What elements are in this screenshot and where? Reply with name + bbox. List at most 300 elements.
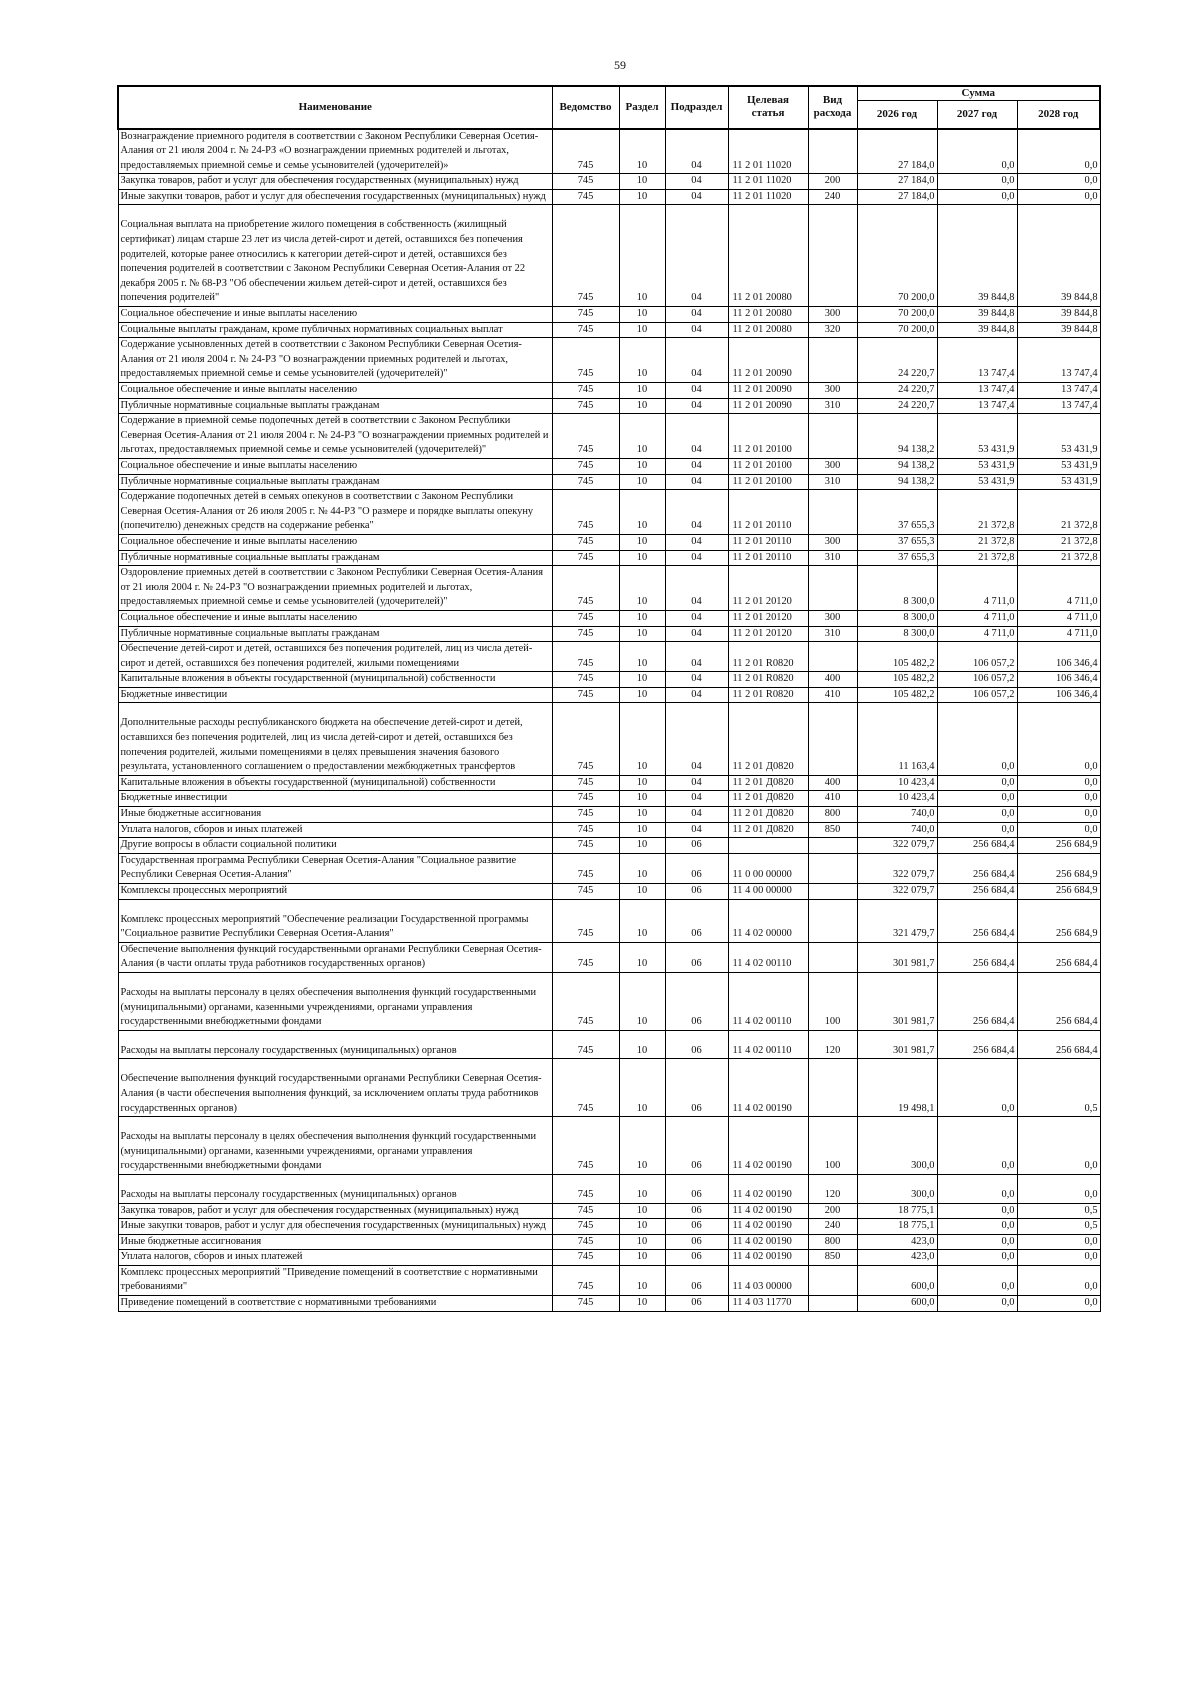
- cell-target: 11 2 01 Д0820: [728, 791, 808, 807]
- cell-sum-2027: 0,0: [937, 1203, 1017, 1219]
- cell-vedomstvo: 745: [552, 1117, 619, 1175]
- cell-podrazdel: 04: [665, 672, 728, 688]
- table-row: [118, 610, 1100, 626]
- cell-sum-2028: 4 711,0: [1017, 626, 1100, 642]
- cell-vid: 240: [808, 189, 857, 205]
- cell-sum-2027: 39 844,8: [937, 205, 1017, 307]
- cell-sum-2028: 256 684,4: [1017, 942, 1100, 972]
- cell-vid: [808, 642, 857, 672]
- cell-sum-2027: 13 747,4: [937, 383, 1017, 399]
- cell-sum-2026: 19 498,1: [857, 1059, 937, 1117]
- cell-podrazdel: 06: [665, 1117, 728, 1175]
- cell-podrazdel: 06: [665, 1174, 728, 1203]
- cell-sum-2026: 10 423,4: [857, 775, 937, 791]
- cell-vedomstvo: 745: [552, 775, 619, 791]
- cell-target: 11 4 03 11770: [728, 1296, 808, 1312]
- cell-vedomstvo: 745: [552, 1030, 619, 1059]
- cell-name: Бюджетные инвестиции: [118, 791, 552, 807]
- cell-sum-2028: 39 844,8: [1017, 205, 1100, 307]
- cell-podrazdel: 04: [665, 174, 728, 190]
- cell-vid: 300: [808, 383, 857, 399]
- cell-sum-2028: 0,0: [1017, 1234, 1100, 1250]
- cell-sum-2026: 105 482,2: [857, 642, 937, 672]
- cell-sum-2028: 106 346,4: [1017, 672, 1100, 688]
- cell-sum-2026: 27 184,0: [857, 174, 937, 190]
- cell-sum-2027: 0,0: [937, 1219, 1017, 1235]
- cell-sum-2027: 13 747,4: [937, 398, 1017, 414]
- cell-razdel: 10: [619, 490, 665, 535]
- cell-name: Капитальные вложения в объекты государственной (муниципальной) собственности: [118, 672, 552, 688]
- cell-sum-2027: 0,0: [937, 1234, 1017, 1250]
- cell-target: 11 2 01 Д0820: [728, 703, 808, 775]
- cell-sum-2027: 256 684,4: [937, 1030, 1017, 1059]
- cell-sum-2027: 53 431,9: [937, 458, 1017, 474]
- cell-name: Публичные нормативные социальные выплаты гражданам: [118, 550, 552, 566]
- cell-sum-2026: 322 079,7: [857, 853, 937, 883]
- cell-vid: [808, 414, 857, 459]
- cell-name: Приведение помещений в соответствие с нормативными требованиями: [118, 1296, 552, 1312]
- cell-target: 11 2 01 20100: [728, 474, 808, 490]
- cell-vid: [808, 838, 857, 854]
- cell-vid: 300: [808, 610, 857, 626]
- cell-vid: [808, 1059, 857, 1117]
- cell-vid: [808, 566, 857, 611]
- cell-vid: 410: [808, 791, 857, 807]
- cell-target: 11 4 02 00000: [728, 899, 808, 942]
- cell-vid: 200: [808, 174, 857, 190]
- cell-vedomstvo: 745: [552, 853, 619, 883]
- cell-vedomstvo: 745: [552, 1265, 619, 1295]
- cell-sum-2028: 256 684,9: [1017, 899, 1100, 942]
- cell-sum-2027: 0,0: [937, 1296, 1017, 1312]
- cell-razdel: 10: [619, 807, 665, 823]
- table-header: [118, 86, 1100, 129]
- table-row: [118, 775, 1100, 791]
- cell-name: Другие вопросы в области социальной политики: [118, 838, 552, 854]
- cell-name: Бюджетные инвестиции: [118, 687, 552, 703]
- cell-razdel: 10: [619, 1059, 665, 1117]
- cell-sum-2027: 0,0: [937, 1059, 1017, 1117]
- cell-podrazdel: 06: [665, 1059, 728, 1117]
- cell-podrazdel: 04: [665, 550, 728, 566]
- cell-razdel: 10: [619, 189, 665, 205]
- cell-name: Расходы на выплаты персоналу государственных (муниципальных) органов: [118, 1030, 552, 1059]
- cell-target: 11 2 01 R0820: [728, 642, 808, 672]
- cell-vid: [808, 853, 857, 883]
- cell-sum-2026: 70 200,0: [857, 322, 937, 338]
- cell-vid: 400: [808, 775, 857, 791]
- cell-sum-2027: 0,0: [937, 775, 1017, 791]
- cell-sum-2027: 0,0: [937, 807, 1017, 823]
- cell-sum-2028: 13 747,4: [1017, 338, 1100, 383]
- cell-target: 11 2 01 20100: [728, 458, 808, 474]
- cell-name: Комплексы процессных мероприятий: [118, 884, 552, 900]
- table-row: [118, 1250, 1100, 1266]
- header-vid: Вид расхода: [808, 86, 857, 129]
- cell-sum-2028: 0,0: [1017, 1265, 1100, 1295]
- cell-podrazdel: 04: [665, 775, 728, 791]
- cell-name: Иные бюджетные ассигнования: [118, 807, 552, 823]
- cell-razdel: 10: [619, 822, 665, 838]
- cell-vedomstvo: 745: [552, 791, 619, 807]
- table-row: [118, 338, 1100, 383]
- table-row: [118, 1174, 1100, 1203]
- cell-sum-2027: 4 711,0: [937, 626, 1017, 642]
- cell-razdel: 10: [619, 414, 665, 459]
- cell-name: Содержание в приемной семье подопечных детей в соответствии с Законом Республики Северная Осетия-Алания от 21 июля 2004 г. № 24-РЗ "О вознаграждении приемных родителей и льготах, предоставляемых приемной семье и семье усыновителей (удочерителей)": [118, 414, 552, 459]
- cell-podrazdel: 06: [665, 972, 728, 1030]
- cell-podrazdel: 04: [665, 205, 728, 307]
- cell-name: Публичные нормативные социальные выплаты гражданам: [118, 626, 552, 642]
- cell-vid: 310: [808, 398, 857, 414]
- cell-sum-2026: 301 981,7: [857, 1030, 937, 1059]
- cell-sum-2027: 106 057,2: [937, 687, 1017, 703]
- table-row: [118, 884, 1100, 900]
- cell-sum-2027: 53 431,9: [937, 414, 1017, 459]
- cell-sum-2028: 256 684,4: [1017, 1030, 1100, 1059]
- cell-sum-2028: 256 684,4: [1017, 972, 1100, 1030]
- table-row: [118, 322, 1100, 338]
- cell-target: 11 2 01 20120: [728, 610, 808, 626]
- cell-sum-2027: 106 057,2: [937, 642, 1017, 672]
- cell-sum-2026: 37 655,3: [857, 490, 937, 535]
- cell-podrazdel: 06: [665, 1234, 728, 1250]
- cell-sum-2028: 0,5: [1017, 1059, 1100, 1117]
- cell-target: 11 4 02 00190: [728, 1219, 808, 1235]
- table-row: [118, 307, 1100, 323]
- cell-name: Расходы на выплаты персоналу в целях обеспечения выполнения функций государственными (муниципальными) органами, казенными учреждениями, органами управления государственными внебюджетными фондами: [118, 972, 552, 1030]
- cell-vedomstvo: 745: [552, 807, 619, 823]
- cell-name: Оздоровление приемных детей в соответствии с Законом Республики Северная Осетия-Алания от 21 июля 2004 г. № 24-РЗ "О вознаграждении приемных родителей и льготах, предоставляемых приемной семье и семье усыновителей (удочерителей)": [118, 566, 552, 611]
- cell-sum-2028: 21 372,8: [1017, 550, 1100, 566]
- cell-sum-2028: 39 844,8: [1017, 307, 1100, 323]
- cell-podrazdel: 06: [665, 884, 728, 900]
- cell-sum-2026: 18 775,1: [857, 1203, 937, 1219]
- cell-name: Государственная программа Республики Северная Осетия-Алания "Социальное развитие Республики Северная Осетия-Алания": [118, 853, 552, 883]
- cell-name: Вознаграждение приемного родителя в соответствии с Законом Республики Северная Осетия-Алания от 21 июля 2004 г. № 24-РЗ «О вознаграждении приемных родителей и льготах, предоставляемых приемной семье и семье усыновителей (удочерителей)»: [118, 129, 552, 174]
- table-row: [118, 838, 1100, 854]
- cell-sum-2026: 10 423,4: [857, 791, 937, 807]
- cell-vedomstvo: 745: [552, 490, 619, 535]
- header-summa: Сумма: [857, 86, 1100, 101]
- cell-vedomstvo: 745: [552, 205, 619, 307]
- cell-sum-2028: 0,0: [1017, 1174, 1100, 1203]
- cell-sum-2026: 105 482,2: [857, 687, 937, 703]
- header-year-2027: 2027 год: [937, 101, 1017, 129]
- cell-sum-2026: 18 775,1: [857, 1219, 937, 1235]
- cell-vid: 310: [808, 474, 857, 490]
- cell-sum-2026: 600,0: [857, 1265, 937, 1295]
- table-row: [118, 942, 1100, 972]
- cell-sum-2026: 105 482,2: [857, 672, 937, 688]
- budget-table: [117, 85, 1101, 1312]
- cell-sum-2027: 0,0: [937, 703, 1017, 775]
- cell-vedomstvo: 745: [552, 1296, 619, 1312]
- cell-razdel: 10: [619, 1219, 665, 1235]
- cell-razdel: 10: [619, 626, 665, 642]
- cell-vedomstvo: 745: [552, 189, 619, 205]
- cell-vid: [808, 205, 857, 307]
- cell-target: 11 2 01 R0820: [728, 687, 808, 703]
- cell-razdel: 10: [619, 687, 665, 703]
- cell-name: Расходы на выплаты персоналу государственных (муниципальных) органов: [118, 1174, 552, 1203]
- cell-target: 11 2 01 20090: [728, 338, 808, 383]
- cell-sum-2026: 24 220,7: [857, 383, 937, 399]
- cell-podrazdel: 04: [665, 791, 728, 807]
- cell-sum-2028: 256 684,9: [1017, 838, 1100, 854]
- cell-sum-2028: 53 431,9: [1017, 458, 1100, 474]
- cell-sum-2026: 740,0: [857, 822, 937, 838]
- cell-podrazdel: 06: [665, 942, 728, 972]
- cell-name: Иные бюджетные ассигнования: [118, 1234, 552, 1250]
- cell-target: 11 2 01 Д0820: [728, 807, 808, 823]
- cell-target: 11 2 01 20110: [728, 490, 808, 535]
- cell-vid: 300: [808, 458, 857, 474]
- cell-sum-2027: 0,0: [937, 1117, 1017, 1175]
- cell-podrazdel: 06: [665, 1030, 728, 1059]
- cell-razdel: 10: [619, 1030, 665, 1059]
- cell-razdel: 10: [619, 322, 665, 338]
- cell-podrazdel: 04: [665, 807, 728, 823]
- table-row: [118, 1030, 1100, 1059]
- cell-sum-2027: 0,0: [937, 1250, 1017, 1266]
- cell-name: Социальные выплаты гражданам, кроме публичных нормативных социальных выплат: [118, 322, 552, 338]
- table-row: [118, 1265, 1100, 1295]
- cell-sum-2028: 0,5: [1017, 1219, 1100, 1235]
- cell-name: Обеспечение выполнения функций государственными органами Республики Северная Осетия-Алания (в части оплаты труда работников государственных органов): [118, 942, 552, 972]
- header-razdel: Раздел: [619, 86, 665, 129]
- cell-razdel: 10: [619, 566, 665, 611]
- cell-podrazdel: 04: [665, 338, 728, 383]
- table-row: [118, 129, 1100, 174]
- cell-vedomstvo: 745: [552, 703, 619, 775]
- cell-sum-2028: 106 346,4: [1017, 687, 1100, 703]
- cell-vid: [808, 490, 857, 535]
- cell-vid: 300: [808, 534, 857, 550]
- header-year-2026: 2026 год: [857, 101, 937, 129]
- cell-razdel: 10: [619, 1174, 665, 1203]
- cell-target: 11 2 01 Д0820: [728, 775, 808, 791]
- cell-razdel: 10: [619, 307, 665, 323]
- cell-vedomstvo: 745: [552, 642, 619, 672]
- cell-podrazdel: 04: [665, 474, 728, 490]
- cell-vedomstvo: 745: [552, 458, 619, 474]
- cell-podrazdel: 06: [665, 899, 728, 942]
- cell-sum-2026: 423,0: [857, 1250, 937, 1266]
- cell-razdel: 10: [619, 853, 665, 883]
- cell-target: 11 2 01 20110: [728, 550, 808, 566]
- table-row: [118, 687, 1100, 703]
- cell-target: 11 4 02 00190: [728, 1117, 808, 1175]
- cell-razdel: 10: [619, 205, 665, 307]
- table-row: [118, 972, 1100, 1030]
- cell-podrazdel: 04: [665, 458, 728, 474]
- cell-vid: [808, 899, 857, 942]
- cell-sum-2026: 8 300,0: [857, 610, 937, 626]
- table-row: [118, 566, 1100, 611]
- header-vedomstvo: Ведомство: [552, 86, 619, 129]
- cell-sum-2026: 94 138,2: [857, 414, 937, 459]
- cell-vid: [808, 942, 857, 972]
- cell-sum-2028: 0,5: [1017, 1203, 1100, 1219]
- cell-sum-2026: 37 655,3: [857, 534, 937, 550]
- cell-sum-2026: 70 200,0: [857, 307, 937, 323]
- cell-sum-2026: 300,0: [857, 1117, 937, 1175]
- cell-podrazdel: 04: [665, 307, 728, 323]
- cell-target: 11 2 01 20100: [728, 414, 808, 459]
- cell-name: Комплекс процессных мероприятий "Приведение помещений в соответствие с нормативными требованиями": [118, 1265, 552, 1295]
- cell-podrazdel: 06: [665, 1265, 728, 1295]
- cell-sum-2026: 11 163,4: [857, 703, 937, 775]
- cell-vedomstvo: 745: [552, 672, 619, 688]
- header-podrazdel: Подраздел: [665, 86, 728, 129]
- table-row: [118, 383, 1100, 399]
- cell-vedomstvo: 745: [552, 1250, 619, 1266]
- cell-sum-2027: 0,0: [937, 791, 1017, 807]
- table-row: [118, 822, 1100, 838]
- cell-razdel: 10: [619, 474, 665, 490]
- table-row: [118, 550, 1100, 566]
- cell-sum-2027: 256 684,4: [937, 853, 1017, 883]
- cell-target: 11 2 01 20090: [728, 398, 808, 414]
- cell-vedomstvo: 745: [552, 414, 619, 459]
- cell-sum-2027: 256 684,4: [937, 899, 1017, 942]
- cell-sum-2027: 256 684,4: [937, 838, 1017, 854]
- table-row: [118, 474, 1100, 490]
- cell-target: 11 4 02 00190: [728, 1059, 808, 1117]
- cell-vid: [808, 1296, 857, 1312]
- table-row: [118, 1219, 1100, 1235]
- cell-vedomstvo: 745: [552, 1219, 619, 1235]
- cell-podrazdel: 04: [665, 610, 728, 626]
- cell-podrazdel: 04: [665, 534, 728, 550]
- cell-vedomstvo: 745: [552, 174, 619, 190]
- cell-sum-2028: 13 747,4: [1017, 383, 1100, 399]
- cell-name: Социальное обеспечение и иные выплаты населению: [118, 534, 552, 550]
- cell-vedomstvo: 745: [552, 1174, 619, 1203]
- cell-vedomstvo: 745: [552, 822, 619, 838]
- cell-name: Содержание подопечных детей в семьях опекунов в соответствии с Законом Республики Северная Осетия-Алания от 26 июля 2005 г. № 44-РЗ "О размере и порядке выплаты опекуну (попечителю) денежных средств на содержание ребенка": [118, 490, 552, 535]
- cell-vedomstvo: 745: [552, 838, 619, 854]
- table-row: [118, 791, 1100, 807]
- cell-sum-2028: 0,0: [1017, 1296, 1100, 1312]
- cell-sum-2027: 0,0: [937, 1265, 1017, 1295]
- cell-razdel: 10: [619, 458, 665, 474]
- cell-target: 11 2 01 Д0820: [728, 822, 808, 838]
- cell-target: 11 2 01 20080: [728, 322, 808, 338]
- cell-name: Обеспечение выполнения функций государственными органами Республики Северная Осетия-Алания (в части обеспечения выполнения функций, за исключением оплаты труда работников государственных органов): [118, 1059, 552, 1117]
- cell-razdel: 10: [619, 534, 665, 550]
- cell-vedomstvo: 745: [552, 972, 619, 1030]
- cell-vedomstvo: 745: [552, 610, 619, 626]
- cell-vid: [808, 338, 857, 383]
- cell-razdel: 10: [619, 338, 665, 383]
- table-row: [118, 1234, 1100, 1250]
- cell-name: Дополнительные расходы республиканского бюджета на обеспечение детей-сирот и детей, оставшихся без попечения родителей, лиц из числа детей-сирот и детей, оставшихся без попечения родителей, жилыми помещениями в целях превышения значения базового результата, установленного соглашением о предоставлении межбюджетных трансфертов: [118, 703, 552, 775]
- table-row: [118, 534, 1100, 550]
- cell-vid: 120: [808, 1174, 857, 1203]
- cell-target: 11 2 01 11020: [728, 174, 808, 190]
- cell-name: Публичные нормативные социальные выплаты гражданам: [118, 398, 552, 414]
- cell-sum-2028: 0,0: [1017, 129, 1100, 174]
- cell-razdel: 10: [619, 398, 665, 414]
- cell-vedomstvo: 745: [552, 307, 619, 323]
- cell-name: Публичные нормативные социальные выплаты гражданам: [118, 474, 552, 490]
- cell-sum-2027: 0,0: [937, 174, 1017, 190]
- cell-target: 11 2 01 20120: [728, 566, 808, 611]
- cell-razdel: 10: [619, 642, 665, 672]
- cell-vid: 120: [808, 1030, 857, 1059]
- cell-sum-2027: 0,0: [937, 1174, 1017, 1203]
- cell-name: Социальная выплата на приобретение жилого помещения в собственность (жилищный сертификат) лицам старше 23 лет из числа детей-сирот и детей, оставшихся без попечения родителей, которые ранее относились к категории детей-сирот и детей, оставшихся без попечения родителей в соответствии с Законом Республики Северная Осетия-Алания от 22 декабря 2005 г. № 68-РЗ "Об обеспечении жильем детей-сирот и детей, оставшихся без попечения родителей": [118, 205, 552, 307]
- table-row: [118, 672, 1100, 688]
- cell-sum-2028: 13 747,4: [1017, 398, 1100, 414]
- cell-vedomstvo: 745: [552, 1203, 619, 1219]
- cell-sum-2028: 0,0: [1017, 775, 1100, 791]
- cell-podrazdel: 06: [665, 853, 728, 883]
- cell-vedomstvo: 745: [552, 899, 619, 942]
- cell-podrazdel: 04: [665, 414, 728, 459]
- cell-vid: 240: [808, 1219, 857, 1235]
- cell-target: 11 4 02 00190: [728, 1250, 808, 1266]
- budget-table-container: [117, 85, 1099, 1312]
- cell-name: Социальное обеспечение и иные выплаты населению: [118, 383, 552, 399]
- cell-podrazdel: 04: [665, 383, 728, 399]
- cell-vedomstvo: 745: [552, 398, 619, 414]
- table-row: [118, 642, 1100, 672]
- cell-sum-2026: 27 184,0: [857, 189, 937, 205]
- cell-name: Иные закупки товаров, работ и услуг для обеспечения государственных (муниципальных) нужд: [118, 189, 552, 205]
- cell-vid: 310: [808, 626, 857, 642]
- cell-vedomstvo: 745: [552, 942, 619, 972]
- cell-podrazdel: 04: [665, 398, 728, 414]
- cell-sum-2027: 53 431,9: [937, 474, 1017, 490]
- cell-podrazdel: 04: [665, 129, 728, 174]
- cell-sum-2026: 24 220,7: [857, 338, 937, 383]
- cell-sum-2027: 256 684,4: [937, 884, 1017, 900]
- cell-vid: [808, 884, 857, 900]
- cell-razdel: 10: [619, 610, 665, 626]
- cell-vid: 800: [808, 1234, 857, 1250]
- cell-vid: 200: [808, 1203, 857, 1219]
- table-row: [118, 205, 1100, 307]
- cell-sum-2026: 301 981,7: [857, 942, 937, 972]
- cell-sum-2028: 0,0: [1017, 1250, 1100, 1266]
- cell-name: Расходы на выплаты персоналу в целях обеспечения выполнения функций государственными (муниципальными) органами, казенными учреждениями, органами управления государственными внебюджетными фондами: [118, 1117, 552, 1175]
- cell-sum-2028: 21 372,8: [1017, 534, 1100, 550]
- cell-razdel: 10: [619, 1250, 665, 1266]
- cell-vedomstvo: 745: [552, 129, 619, 174]
- cell-razdel: 10: [619, 884, 665, 900]
- cell-target: 11 2 01 20120: [728, 626, 808, 642]
- cell-name: Обеспечение детей-сирот и детей, оставшихся без попечения родителей, лиц из числа детей-сирот и детей, оставшихся без попечения родителей, жилыми помещениями: [118, 642, 552, 672]
- cell-podrazdel: 04: [665, 189, 728, 205]
- cell-vedomstvo: 745: [552, 534, 619, 550]
- header-year-2028: 2028 год: [1017, 101, 1100, 129]
- cell-target: 11 4 02 00110: [728, 972, 808, 1030]
- cell-vedomstvo: 745: [552, 550, 619, 566]
- cell-target: [728, 838, 808, 854]
- cell-sum-2026: 8 300,0: [857, 566, 937, 611]
- cell-target: 11 4 02 00190: [728, 1174, 808, 1203]
- table-row: [118, 414, 1100, 459]
- cell-sum-2028: 256 684,9: [1017, 853, 1100, 883]
- cell-sum-2027: 21 372,8: [937, 534, 1017, 550]
- cell-vid: 320: [808, 322, 857, 338]
- cell-podrazdel: 04: [665, 703, 728, 775]
- cell-target: 11 4 03 00000: [728, 1265, 808, 1295]
- cell-sum-2026: 8 300,0: [857, 626, 937, 642]
